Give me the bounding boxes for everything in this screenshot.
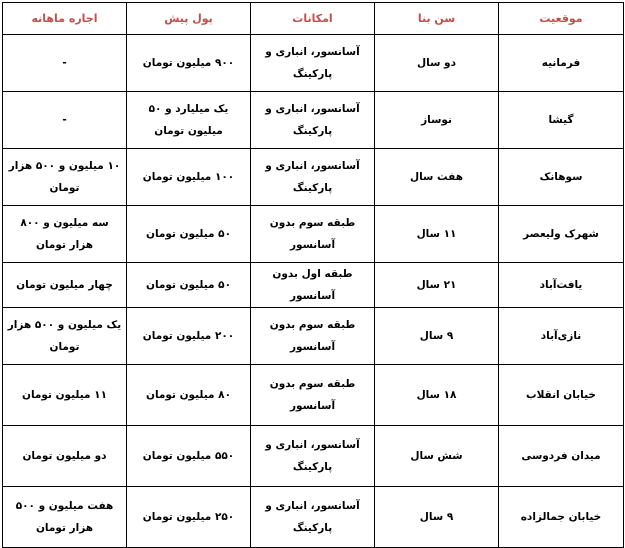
cell-age: نوساز <box>375 92 499 149</box>
cell-deposit: ۸۰ میلیون تومان <box>127 365 251 426</box>
header-age: سن بنا <box>375 3 499 35</box>
cell-facilities: آسانسور، انباری و پارکینگ <box>251 487 375 548</box>
table-row <box>3 365 624 426</box>
table-row <box>3 487 624 548</box>
cell-deposit: ۵۰ میلیون تومان <box>127 206 251 263</box>
cell-facilities: آسانسور، انباری و پارکینگ <box>251 149 375 206</box>
cell-location: گیشا <box>499 92 624 149</box>
cell-facilities: طبقه اول بدون آسانسور <box>251 263 375 308</box>
cell-deposit: ۱۰۰ میلیون تومان <box>127 149 251 206</box>
cell-age: شش سال <box>375 426 499 487</box>
cell-facilities: طبقه سوم بدون آسانسور <box>251 365 375 426</box>
cell-rent: دو میلیون تومان <box>3 426 127 487</box>
cell-facilities: آسانسور، انباری و پارکینگ <box>251 35 375 92</box>
cell-deposit: یک میلیارد و ۵۰ میلیون تومان <box>127 92 251 149</box>
cell-rent: ۱۱ میلیون تومان <box>3 365 127 426</box>
cell-location: میدان فردوسی <box>499 426 624 487</box>
cell-location: فرمانیه <box>499 35 624 92</box>
header-facilities: امکانات <box>251 3 375 35</box>
cell-deposit: ۹۰۰ میلیون تومان <box>127 35 251 92</box>
header-location: موقعیت <box>499 3 624 35</box>
cell-rent: چهار میلیون تومان <box>3 263 127 308</box>
table-row <box>3 35 624 92</box>
table-row <box>3 426 624 487</box>
cell-facilities: طبقه سوم بدون آسانسور <box>251 308 375 365</box>
cell-deposit: ۵۰ میلیون تومان <box>127 263 251 308</box>
table-row <box>3 308 624 365</box>
cell-age: ۲۱ سال <box>375 263 499 308</box>
cell-rent: هفت میلیون و ۵۰۰ هزار تومان <box>3 487 127 548</box>
table-row <box>3 263 624 308</box>
table-row <box>3 206 624 263</box>
cell-deposit: ۲۰۰ میلیون تومان <box>127 308 251 365</box>
cell-age: ۱۱ سال <box>375 206 499 263</box>
table-body <box>3 35 624 548</box>
cell-age: دو سال <box>375 35 499 92</box>
table-row <box>3 149 624 206</box>
cell-facilities: طبقه سوم بدون آسانسور <box>251 206 375 263</box>
cell-location: نازی‌آباد <box>499 308 624 365</box>
cell-location: خیابان انقلاب <box>499 365 624 426</box>
cell-location: خیابان جمالزاده <box>499 487 624 548</box>
cell-facilities: آسانسور، انباری و پارکینگ <box>251 92 375 149</box>
header-rent: اجاره ماهانه <box>3 3 127 35</box>
header-row <box>3 3 624 35</box>
table-row <box>3 92 624 149</box>
cell-facilities: آسانسور، انباری و پارکینگ <box>251 426 375 487</box>
cell-location: یافت‌آباد <box>499 263 624 308</box>
cell-rent: - <box>3 92 127 149</box>
cell-deposit: ۵۵۰ میلیون تومان <box>127 426 251 487</box>
cell-rent: یک میلیون و ۵۰۰ هزار تومان <box>3 308 127 365</box>
cell-deposit: ۲۵۰ میلیون تومان <box>127 487 251 548</box>
cell-age: ۹ سال <box>375 308 499 365</box>
cell-rent: ۱۰ میلیون و ۵۰۰ هزار تومان <box>3 149 127 206</box>
table-header <box>3 3 624 35</box>
cell-age: ۹ سال <box>375 487 499 548</box>
header-deposit: پول پیش <box>127 3 251 35</box>
rental-table <box>2 2 624 548</box>
cell-rent: سه میلیون و ۸۰۰ هزار تومان <box>3 206 127 263</box>
cell-location: شهرک ولیعصر <box>499 206 624 263</box>
cell-age: ۱۸ سال <box>375 365 499 426</box>
cell-rent: - <box>3 35 127 92</box>
cell-age: هفت سال <box>375 149 499 206</box>
cell-location: سوهانک <box>499 149 624 206</box>
